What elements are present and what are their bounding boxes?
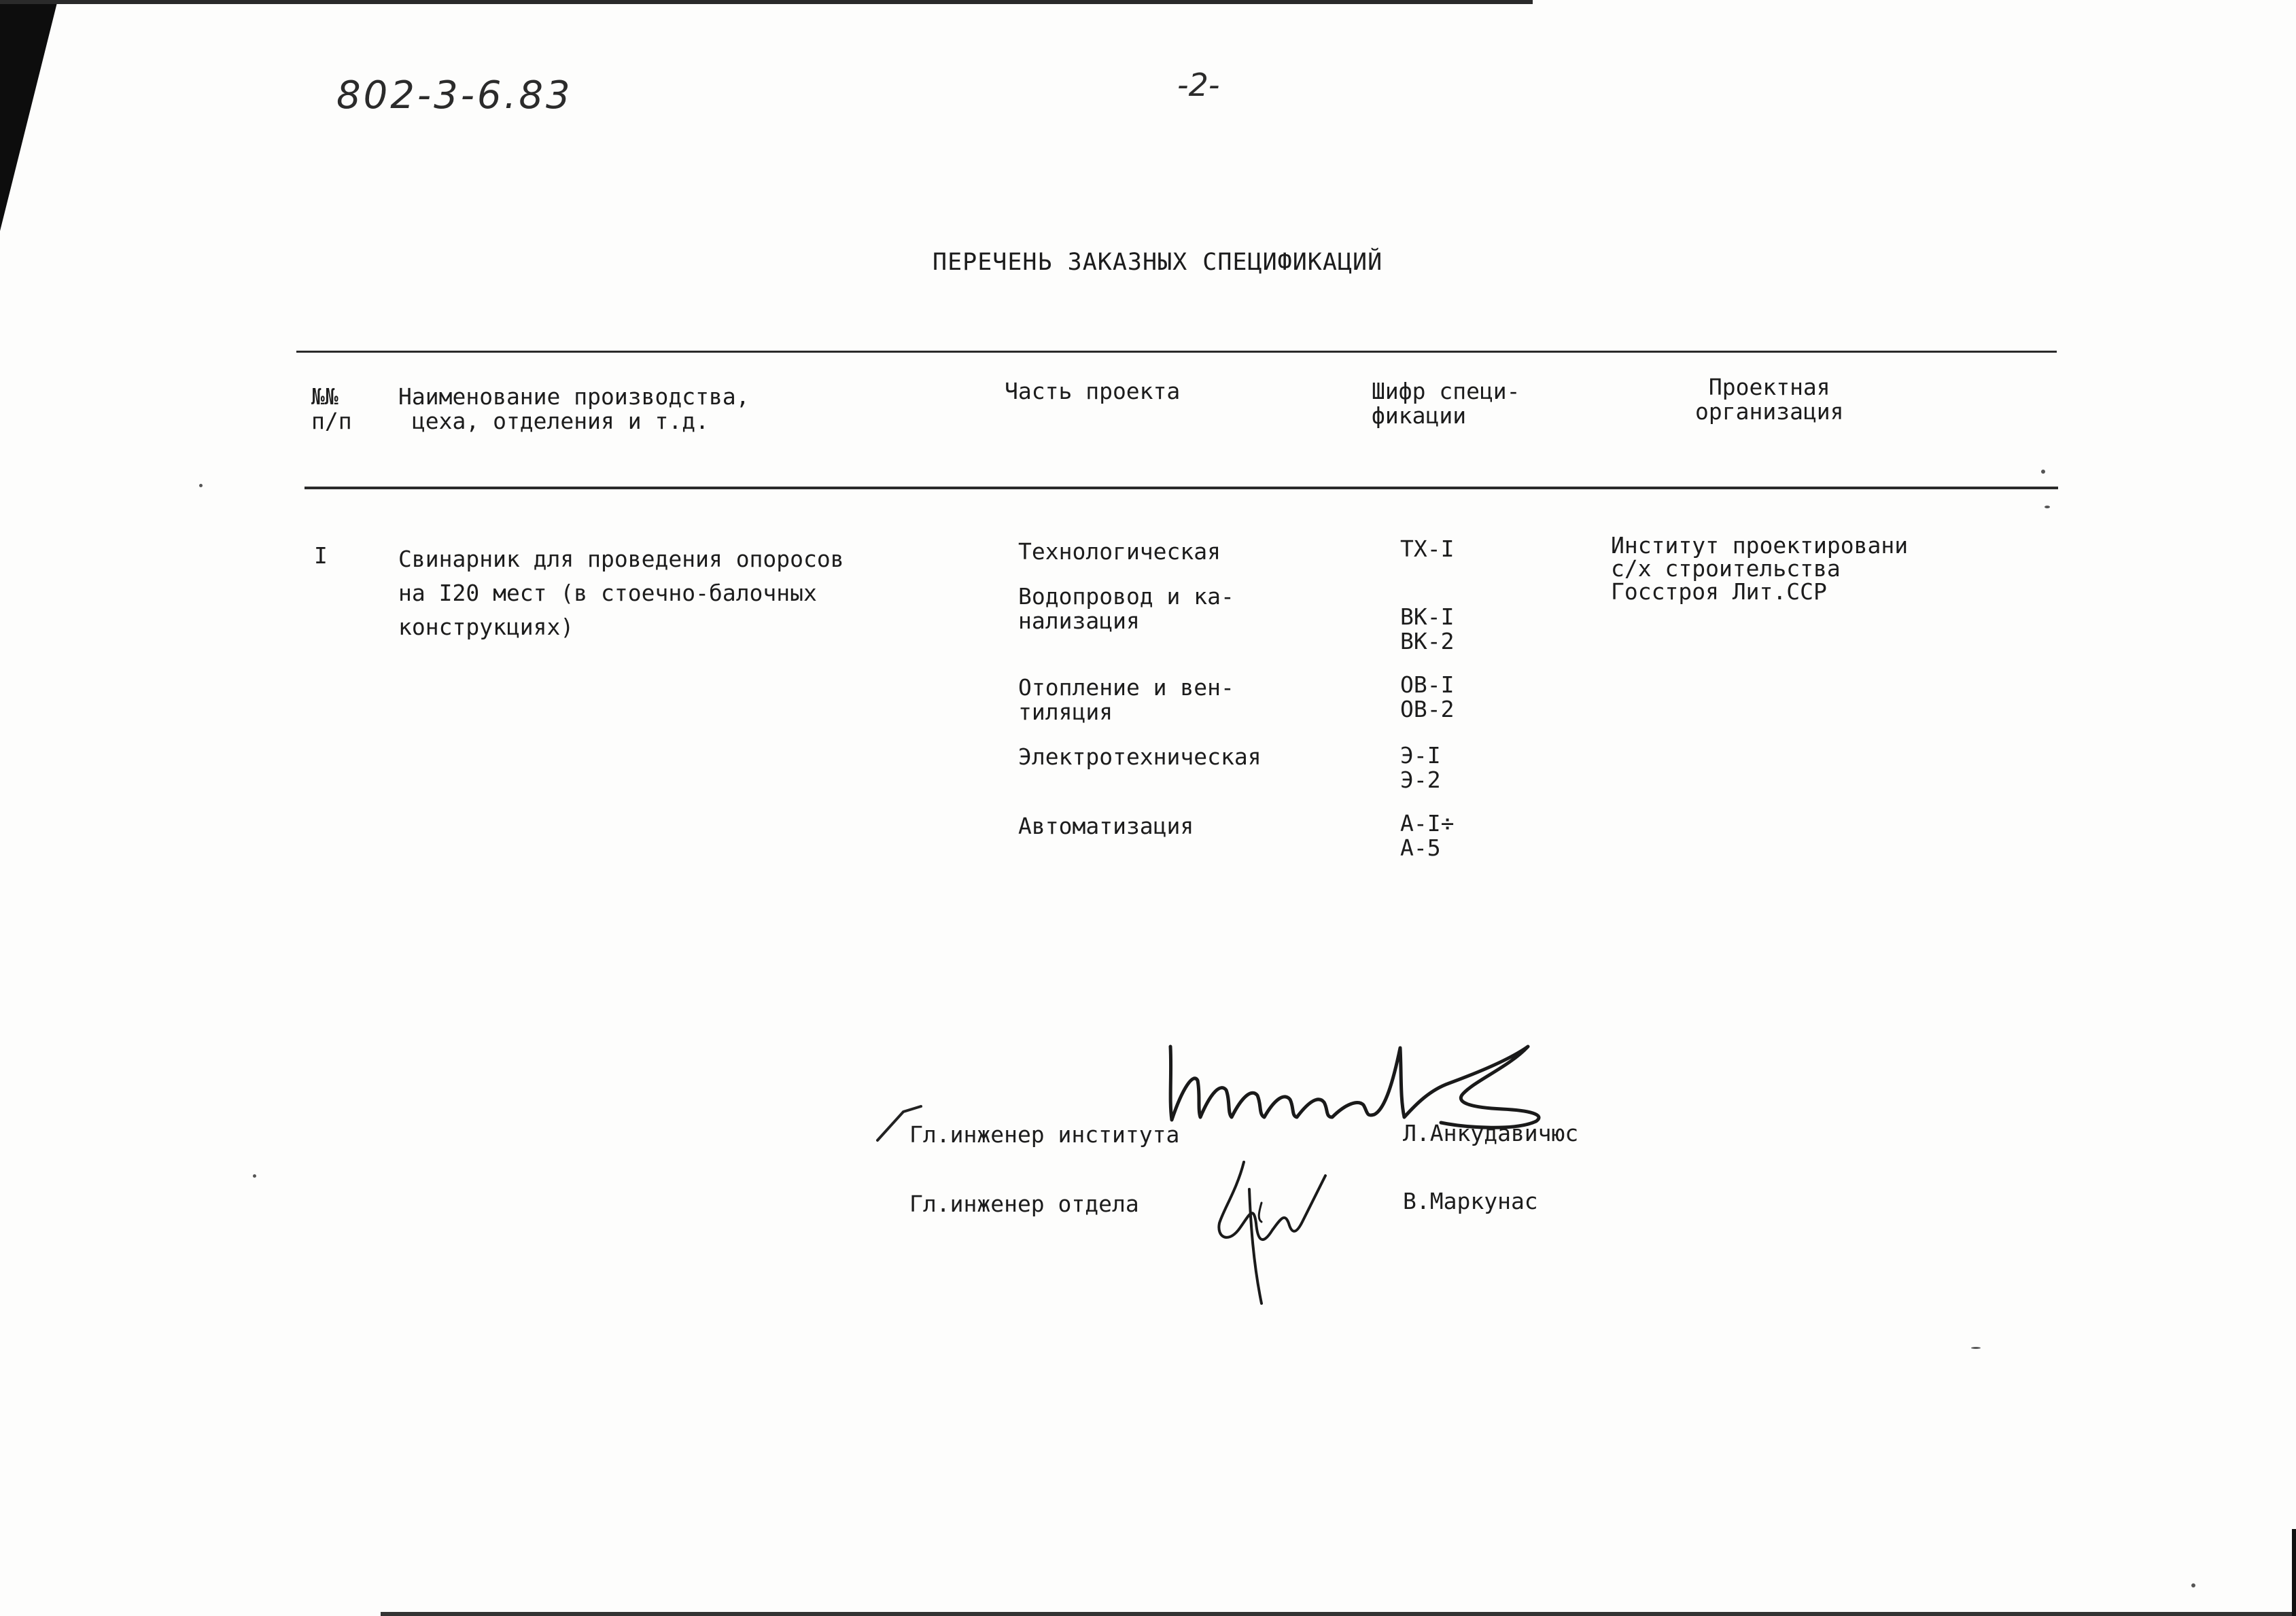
scan-corner-mark [0,0,58,231]
signatory-name: В.Маркунас [1403,1188,1538,1214]
spec-code: Э-I Э-2 [1400,742,1441,793]
scan-bottom-edge [381,1612,2296,1616]
table-header-rule [305,487,2058,489]
signature-title: Гл.инженер института [909,1121,1180,1148]
project-part: Электротехническая [1018,743,1262,770]
spec-code: ВК-I ВК-2 [1400,603,1455,654]
spec-code: ТХ-I [1400,535,1455,562]
signatory-name: Л.Анкудавичюс [1403,1120,1579,1146]
scan-speck [2045,506,2050,508]
scan-speck [1971,1347,1981,1349]
row-organization: Институт проектировани с/х строительства Госстроя Лит.ССР [1611,532,1909,605]
scan-speck [199,484,203,487]
document-title: ПЕРЕЧЕНЬ ЗАКАЗНЫХ СПЕЦИФИКАЦИЙ [933,249,1383,276]
project-part: Автоматизация [1018,813,1194,839]
handwritten-signature-icon [1196,1148,1332,1312]
row-number: I [314,542,328,569]
signature-title: Гл.инженер отдела [909,1191,1139,1217]
spec-code: А-I÷ А-5 [1400,810,1455,861]
column-header-number: №№ п/п [311,383,352,434]
document-code: 802-3-6.83 [336,73,573,118]
row-name: Свинарник для проведения опоросов на I20 мест (в стоечно-балочных конструкциях) [398,546,844,640]
scan-speck [253,1174,256,1178]
scan-speck [2191,1583,2195,1587]
column-header-name: Наименование производства, цеха, отделения и т.д. [398,383,750,434]
project-part: Технологическая [1018,538,1221,565]
project-part: Отопление и вен- тиляция [1018,674,1234,725]
scan-speck [2041,470,2045,474]
column-header-organization: Проектная организация [1695,374,1844,425]
column-header-code: Шифр специ- фикации [1372,378,1520,429]
spec-code: ОВ-I ОВ-2 [1400,671,1455,722]
column-header-part: Часть проекта [1005,378,1181,404]
page-number: -2- [1177,67,1220,103]
table-top-rule [296,351,2057,353]
scan-right-edge [2292,1529,2296,1616]
project-part: Водопровод и ка- нализация [1018,583,1234,634]
scan-top-edge [0,0,1533,4]
